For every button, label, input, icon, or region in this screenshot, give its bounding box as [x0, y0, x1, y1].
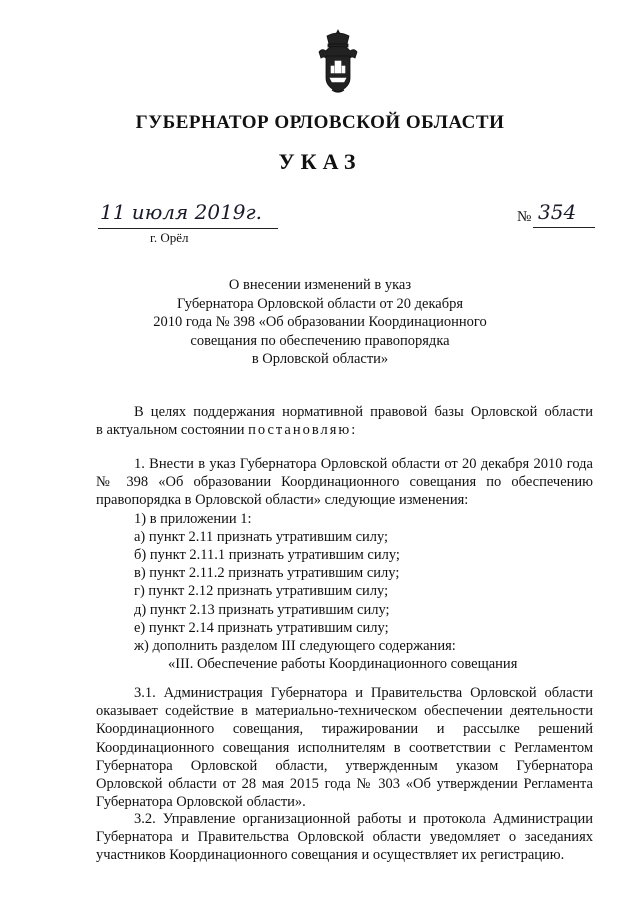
paragraph-line: 3.2. Управление организационной работы и протокола Администрации — [134, 811, 593, 827]
section-heading: «III. Обеспечение работы Координационного совещания — [168, 656, 518, 673]
subject-line: в Орловской области» — [251, 351, 389, 367]
paragraph-line: Губернатора и Правительства Орловской области уведомляет о заседаниях — [96, 829, 593, 846]
paragraph-line: Губернатора Орловской области». — [96, 794, 306, 811]
issuing-authority: ГУБЕРНАТОР ОРЛОВСКОЙ ОБЛАСТИ — [135, 112, 505, 133]
paragraph-line: участников Координационного совещания и осуществляет их регистрацию. — [96, 847, 565, 864]
paragraph-line: правопорядка в Орловской области» следующие изменения: — [96, 492, 469, 509]
list-item: а) пункт 2.11 признать утратившим силу; — [134, 528, 389, 545]
paragraph-line: 1. Внести в указ Губернатора Орловской области от 20 декабря 2010 года — [134, 456, 593, 472]
preamble-colon: : — [351, 422, 356, 439]
item-1 — [96, 455, 593, 673]
subject-line: Губернатора Орловской области от 20 декабря — [176, 295, 464, 312]
paragraph-line: № 398 «Об образовании Координационного совещания по обеспечению — [96, 474, 593, 491]
clause-3-1 — [96, 684, 593, 811]
subject-line: О внесении изменений в указ — [228, 277, 412, 293]
preamble-text: в актуальном состоянии — [96, 422, 249, 439]
subject-line: 2010 года № 398 «Об образовании Координационного — [153, 314, 487, 330]
paragraph-line: Губернатора Орловской области, утвержденным указом Губернатора — [96, 757, 593, 774]
preamble-line: В целях поддержания нормативной правовой базы Орловской области — [134, 404, 593, 420]
coat-of-arms-icon — [317, 28, 359, 98]
list-item: е) пункт 2.14 признать утратившим силу; — [134, 619, 389, 636]
list-item: ж) дополнить разделом III следующего содержания: — [134, 638, 456, 655]
amendments-list — [96, 510, 593, 656]
handwritten-date: 11 июля 2019г. — [100, 200, 262, 224]
handwritten-number: 354 — [538, 200, 577, 224]
paragraph-line: Координационного совещания, тиражировании и рассылке решений — [96, 721, 593, 738]
list-item: в) пункт 2.11.2 признать утратившим силу; — [134, 565, 400, 582]
document-subject — [120, 276, 520, 369]
list-item: г) пункт 2.12 признать утратившим силу; — [134, 583, 389, 600]
date-underline — [98, 228, 278, 229]
subject-line: совещания по обеспечению правопорядка — [190, 332, 450, 349]
paragraph-line: 3.1. Администрация Губернатора и Правительства Орловской области — [134, 685, 593, 701]
list-item: 1) в приложении 1: — [134, 510, 252, 527]
list-item: б) пункт 2.11.1 признать утратившим силу; — [134, 547, 400, 564]
paragraph-line: оказывает содействие в материально-техническом обеспечении деятельности — [96, 703, 593, 720]
number-underline — [533, 227, 595, 228]
document-type: УКАЗ — [278, 149, 362, 174]
preamble — [96, 403, 593, 439]
preamble-line — [96, 421, 593, 439]
list-item: д) пункт 2.13 признать утратившим силу; — [134, 601, 390, 618]
clause-3-2 — [96, 810, 593, 865]
paragraph-line: Орловской области от 28 мая 2015 года № 303 «Об утверждении Регламента — [96, 776, 593, 793]
number-label: № — [517, 209, 532, 225]
city: г. Орёл — [150, 230, 189, 245]
paragraph-line: Координационного совещания исполнителям в соответствии с Регламентом — [96, 739, 593, 756]
resolution-word: постановляю — [248, 422, 352, 439]
